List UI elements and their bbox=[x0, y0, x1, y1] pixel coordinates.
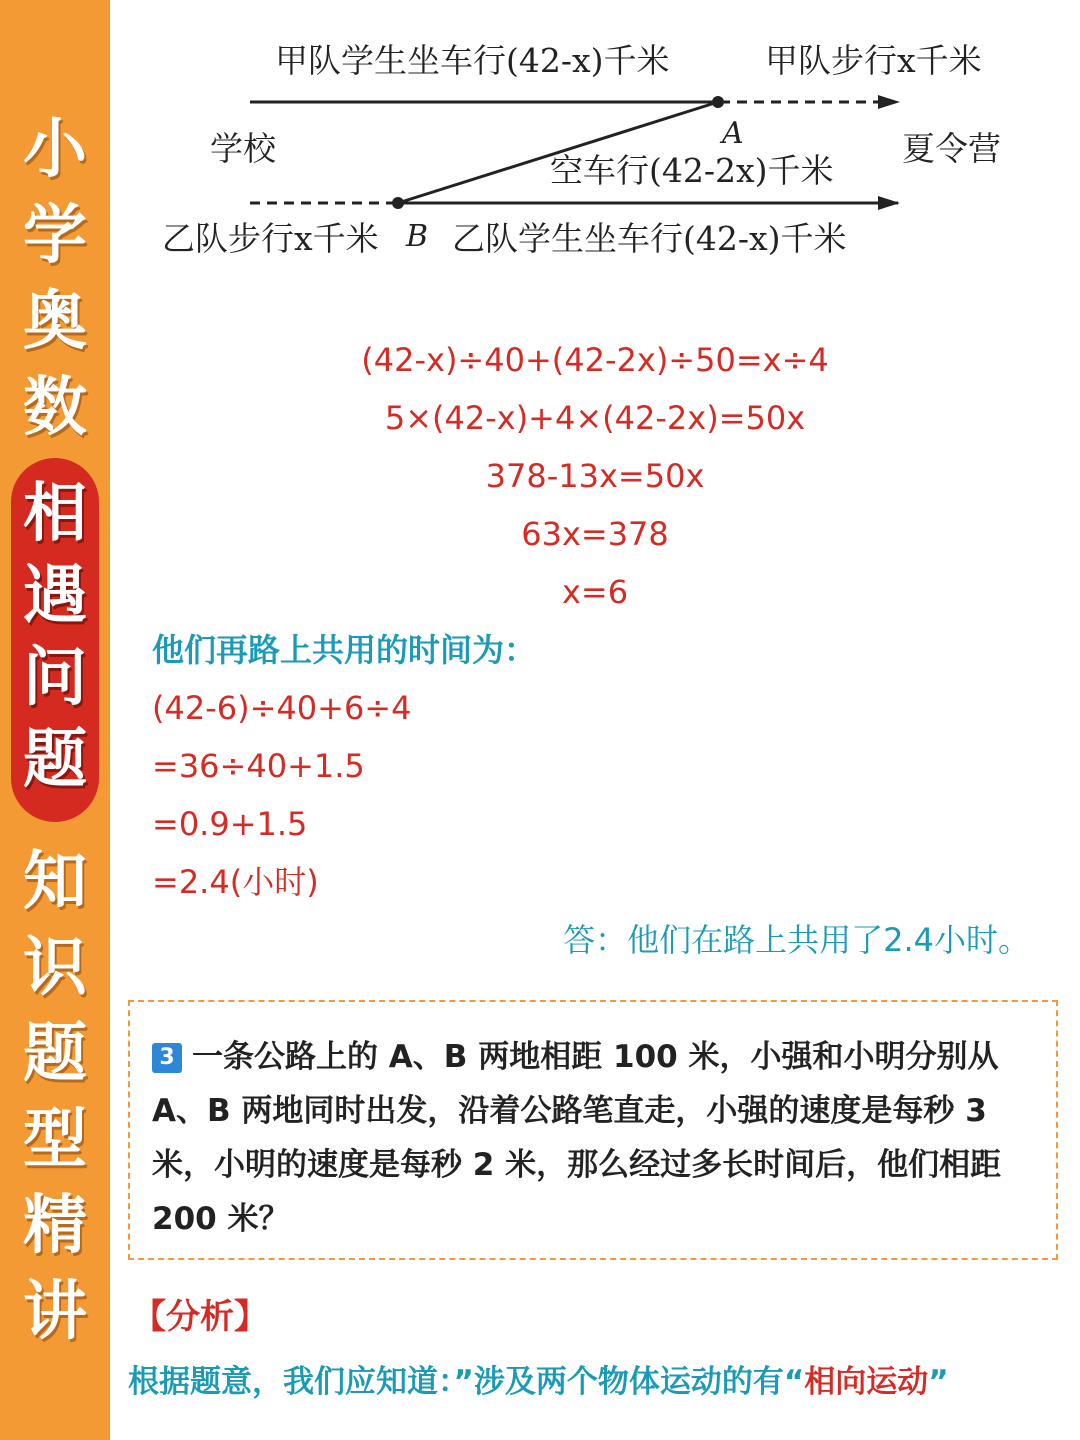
equation-line: (42-x)÷40+(42-2x)÷50=x÷4 bbox=[361, 341, 829, 379]
sidebar-char: 题 bbox=[23, 1017, 87, 1091]
sidebar-char: 型 bbox=[23, 1103, 87, 1177]
point-a-label: A bbox=[722, 116, 744, 151]
time-intro: 他们再路上共用的时间为： bbox=[152, 631, 537, 669]
analysis-highlight: 相向运动 bbox=[804, 1364, 929, 1400]
top-arrow-icon bbox=[878, 95, 900, 109]
sidebar-char: 小 bbox=[23, 113, 87, 187]
time-step: (42-6)÷40+6÷4 bbox=[152, 689, 412, 727]
analysis-suffix: ” bbox=[928, 1364, 949, 1400]
pill-char: 题 bbox=[23, 723, 87, 797]
point-a-dot bbox=[712, 96, 724, 108]
bottom-arrow-icon bbox=[878, 196, 900, 210]
time-step: =0.9+1.5 bbox=[152, 805, 308, 843]
analysis-title: 【分析】 bbox=[132, 1297, 268, 1337]
sidebar-char: 奥 bbox=[23, 285, 87, 359]
bottom-walk-label: 乙队步行x千米 bbox=[162, 219, 379, 258]
equation-line: 5×(42-x)+4×(42-2x)=50x bbox=[384, 399, 806, 437]
camp-label: 夏令营 bbox=[902, 129, 1001, 168]
pill-char: 相 bbox=[23, 477, 87, 551]
sidebar-char: 学 bbox=[23, 199, 87, 273]
sidebar-char: 识 bbox=[23, 931, 87, 1005]
answer-text: 答：他们在路上共用了2.4小时。 bbox=[563, 921, 1030, 959]
school-label: 学校 bbox=[210, 129, 276, 168]
time-step: =36÷40+1.5 bbox=[152, 747, 365, 785]
point-b-dot bbox=[392, 197, 404, 209]
analysis-prefix: 根据题意，我们应知道：”涉及两个物体运动的有“ bbox=[128, 1364, 805, 1400]
problem-text bbox=[152, 1030, 1042, 1246]
top-walk-label: 甲队步行x千米 bbox=[765, 41, 982, 80]
pill-char: 遇 bbox=[23, 559, 87, 633]
sidebar-char: 知 bbox=[23, 845, 87, 919]
motion-diagram bbox=[150, 20, 1030, 290]
problem-number-badge: 3 bbox=[152, 1043, 182, 1073]
equation-line: 63x=378 bbox=[521, 515, 669, 553]
bottom-ride-label: 乙队学生坐车行(42-x)千米 bbox=[452, 219, 847, 258]
problem-body: 一条公路上的 A、B 两地相距 100 米，小强和小明分别从 A、B 两地同时出发，沿着公路笔直走，小强的速度是每秒 3 米，小明的速度是每秒 2 米，那么经过多长时间后，他们相距 200 米？ bbox=[152, 1039, 1002, 1237]
problem-box bbox=[128, 1000, 1058, 1260]
top-ride-label: 甲队学生坐车行(42-x)千米 bbox=[275, 41, 670, 80]
sidebar-char: 讲 bbox=[23, 1275, 87, 1349]
topic-pill bbox=[11, 458, 99, 822]
empty-car-label: 空车行(42-2x)千米 bbox=[550, 151, 834, 190]
analysis-text bbox=[128, 1360, 949, 1404]
time-step: =2.4(小时) bbox=[152, 863, 319, 901]
pill-char: 问 bbox=[23, 641, 87, 715]
point-b-label: B bbox=[406, 219, 429, 254]
sidebar-char: 数 bbox=[23, 371, 87, 445]
sidebar-char: 精 bbox=[23, 1189, 87, 1263]
sidebar-banner bbox=[0, 0, 110, 1440]
equation-line: x=6 bbox=[561, 573, 629, 611]
equation-line: 378-13x=50x bbox=[485, 457, 705, 495]
